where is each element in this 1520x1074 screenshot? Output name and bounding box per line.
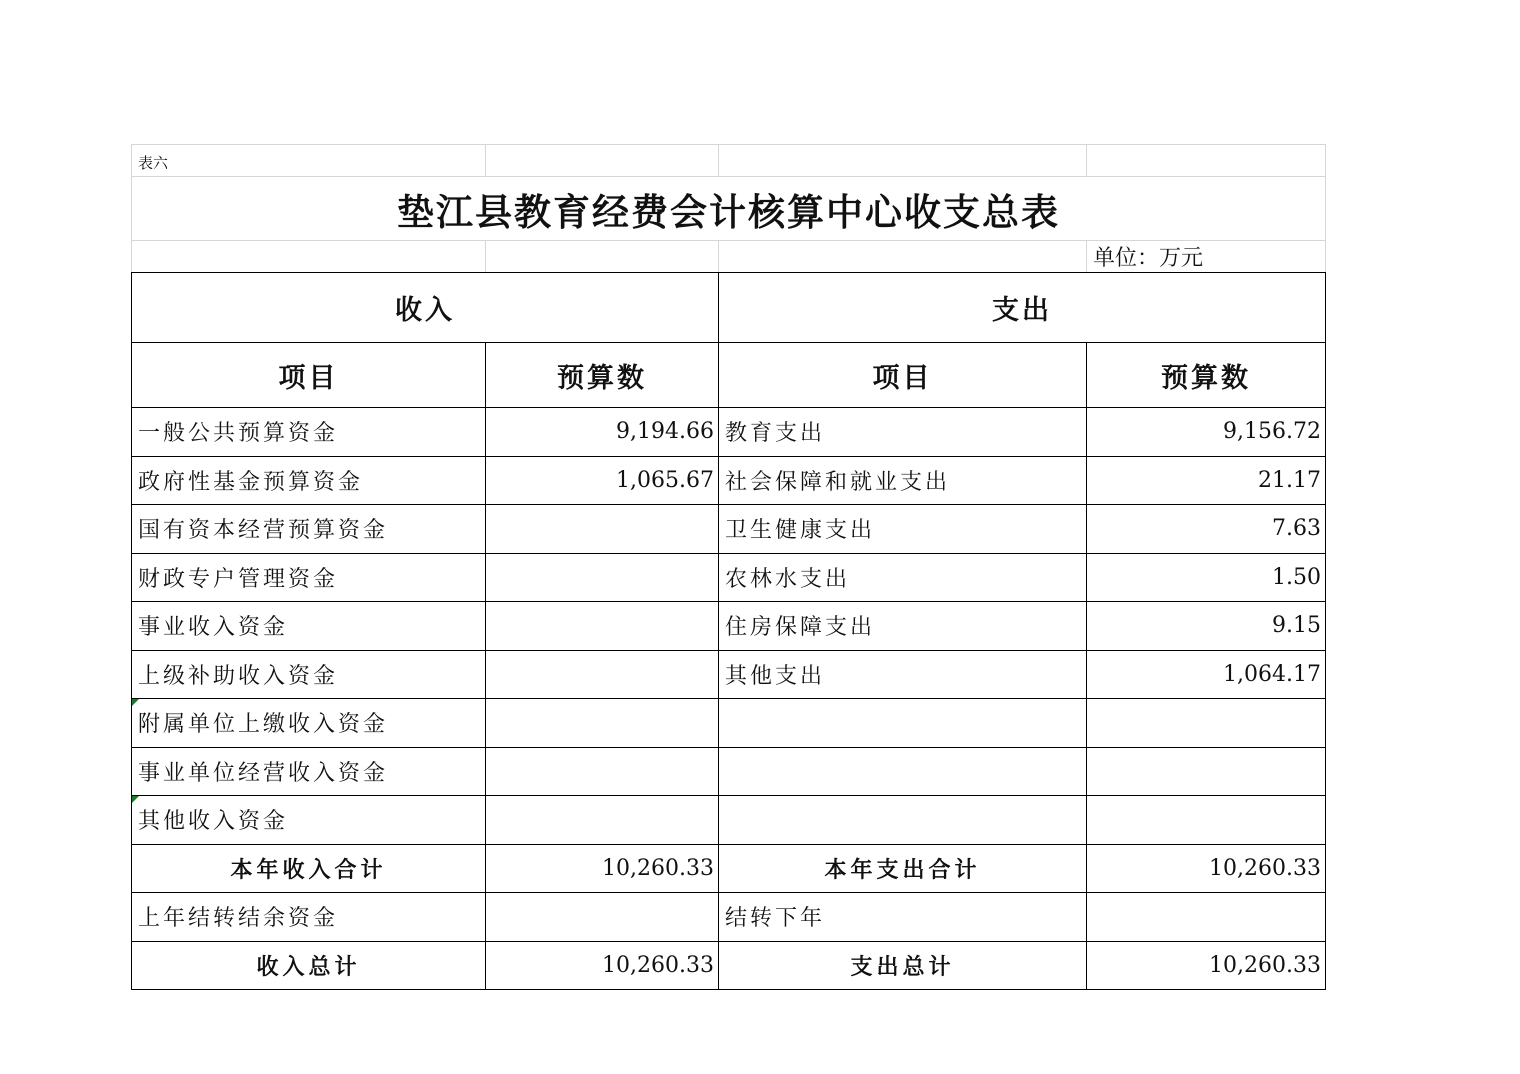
carryover-row bbox=[132, 893, 1326, 942]
expense-value: 9,156.72 bbox=[1087, 408, 1326, 457]
table-row bbox=[132, 505, 1326, 554]
expense-item: 卫生健康支出 bbox=[719, 505, 1087, 554]
income-value bbox=[486, 505, 719, 554]
income-item: 事业单位经营收入资金 bbox=[132, 747, 486, 796]
expense-grand-total-label: 支出总计 bbox=[719, 941, 1087, 990]
expense-value bbox=[1087, 747, 1326, 796]
expense-year-total-value: 10,260.33 bbox=[1087, 844, 1326, 893]
expense-item bbox=[719, 699, 1087, 748]
table-row bbox=[132, 553, 1326, 602]
income-grand-total-value: 10,260.33 bbox=[486, 941, 719, 990]
grand-total-row bbox=[132, 941, 1326, 990]
income-value bbox=[486, 699, 719, 748]
expense-section-header: 支出 bbox=[719, 273, 1326, 343]
sheet-title: 垫江县教育经费会计核算中心收支总表 bbox=[132, 177, 1326, 241]
income-year-total-label: 本年收入合计 bbox=[132, 844, 486, 893]
expense-item: 社会保障和就业支出 bbox=[719, 456, 1087, 505]
table-row bbox=[132, 699, 1326, 748]
expense-value: 21.17 bbox=[1087, 456, 1326, 505]
expense-carryover-value bbox=[1087, 893, 1326, 942]
unit-row bbox=[132, 241, 1326, 273]
table-row bbox=[132, 408, 1326, 457]
expense-item bbox=[719, 796, 1087, 845]
income-year-total-value: 10,260.33 bbox=[486, 844, 719, 893]
income-item-header: 项目 bbox=[132, 343, 486, 408]
table-row bbox=[132, 650, 1326, 699]
expense-value: 9.15 bbox=[1087, 602, 1326, 651]
column-header-row bbox=[132, 343, 1326, 408]
expense-item-header: 项目 bbox=[719, 343, 1087, 408]
empty-cell bbox=[719, 145, 1087, 177]
income-value: 1,065.67 bbox=[486, 456, 719, 505]
section-header-row bbox=[132, 273, 1326, 343]
unit-label: 单位：万元 bbox=[1087, 241, 1326, 273]
income-item: 事业收入资金 bbox=[132, 602, 486, 651]
expense-budget-header: 预算数 bbox=[1087, 343, 1326, 408]
income-item: 政府性基金预算资金 bbox=[132, 456, 486, 505]
table-row bbox=[132, 796, 1326, 845]
table-row bbox=[132, 602, 1326, 651]
income-value bbox=[486, 553, 719, 602]
empty-cell bbox=[132, 241, 486, 273]
header-grid bbox=[131, 144, 1326, 273]
expense-carryover-item: 结转下年 bbox=[719, 893, 1087, 942]
income-value bbox=[486, 796, 719, 845]
table-row bbox=[132, 456, 1326, 505]
expense-value: 1.50 bbox=[1087, 553, 1326, 602]
income-section-header: 收入 bbox=[132, 273, 719, 343]
income-item: 附属单位上缴收入资金 bbox=[132, 699, 486, 748]
expense-item: 教育支出 bbox=[719, 408, 1087, 457]
income-item: 上级补助收入资金 bbox=[132, 650, 486, 699]
income-item: 其他收入资金 bbox=[132, 796, 486, 845]
title-row bbox=[132, 177, 1326, 241]
budget-table bbox=[131, 272, 1326, 990]
income-value bbox=[486, 747, 719, 796]
expense-grand-total-value: 10,260.33 bbox=[1087, 941, 1326, 990]
income-value: 9,194.66 bbox=[486, 408, 719, 457]
expense-item: 其他支出 bbox=[719, 650, 1087, 699]
empty-cell bbox=[486, 241, 719, 273]
empty-cell bbox=[486, 145, 719, 177]
sheet-label: 表六 bbox=[132, 145, 486, 177]
expense-value bbox=[1087, 699, 1326, 748]
income-value bbox=[486, 650, 719, 699]
expense-year-total-label: 本年支出合计 bbox=[719, 844, 1087, 893]
income-item: 国有资本经营预算资金 bbox=[132, 505, 486, 554]
expense-item bbox=[719, 747, 1087, 796]
empty-cell bbox=[1087, 145, 1326, 177]
income-item: 财政专户管理资金 bbox=[132, 553, 486, 602]
income-item: 一般公共预算资金 bbox=[132, 408, 486, 457]
expense-value: 1,064.17 bbox=[1087, 650, 1326, 699]
income-carryover-value bbox=[486, 893, 719, 942]
table-row bbox=[132, 747, 1326, 796]
expense-value bbox=[1087, 796, 1326, 845]
income-carryover-item: 上年结转结余资金 bbox=[132, 893, 486, 942]
spreadsheet bbox=[131, 144, 1325, 990]
empty-cell bbox=[719, 241, 1087, 273]
expense-value: 7.63 bbox=[1087, 505, 1326, 554]
expense-item: 住房保障支出 bbox=[719, 602, 1087, 651]
income-budget-header: 预算数 bbox=[486, 343, 719, 408]
income-value bbox=[486, 602, 719, 651]
year-total-row bbox=[132, 844, 1326, 893]
income-grand-total-label: 收入总计 bbox=[132, 941, 486, 990]
expense-item: 农林水支出 bbox=[719, 553, 1087, 602]
label-row bbox=[132, 145, 1326, 177]
